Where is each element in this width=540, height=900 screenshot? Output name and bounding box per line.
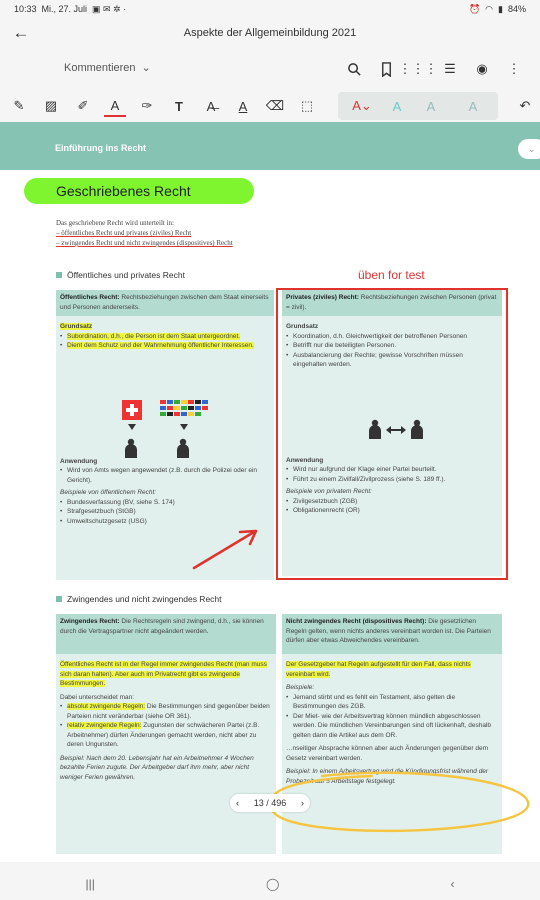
handwritten-annotation[interactable]: üben for test	[358, 268, 425, 282]
note-icon[interactable]: ▨	[44, 98, 58, 113]
list-item: • relativ zwingende Regeln: Zugunsten der schwächeren Partei (z.B. Arbeitnehmer) dürfen Änderungen gemacht werden, nicht aber zu deren Ungunsten.	[60, 721, 272, 750]
signal-icon: ▮	[498, 3, 503, 14]
list-item: • Subordination, d.h., die Person ist dem Staat untergeordnet.	[60, 332, 270, 342]
list-item: • Koordination, d.h. Gleichwertigkeit der betroffenen Personen	[286, 332, 498, 342]
person-icon	[124, 438, 138, 458]
status-bar	[0, 0, 540, 18]
annotation-toolbar	[0, 90, 540, 122]
section-heading: Zwingendes und nicht zwingendes Recht	[56, 594, 222, 604]
pencil-icon[interactable]: ✐	[77, 98, 89, 113]
list-item: • Führt zu einem Zivilfall/Zivilprozess (siehe S. 189 ff.).	[286, 475, 498, 485]
list-item: • Umweltschutzgesetz (USG)	[60, 517, 270, 527]
home-icon[interactable]: ◯	[265, 877, 280, 891]
list-item: • Strafgesetzbuch (StGB)	[60, 507, 270, 517]
page-indicator[interactable]	[230, 794, 310, 812]
bookmark-icon[interactable]	[370, 59, 402, 79]
red-rectangle-annotation[interactable]	[276, 288, 508, 580]
page-title: Geschriebenes Recht	[56, 183, 191, 199]
alarm-icon: ⏰	[468, 3, 481, 14]
intro-item: – öffentliches Recht und privates (ziviles) Recht	[56, 229, 192, 237]
list-item: • Bundesverfassung (BV, siehe S. 174)	[60, 498, 270, 508]
list-item: • Betrifft nur die beteiligten Personen.	[286, 341, 498, 351]
underline-icon[interactable]: A	[238, 98, 248, 114]
eye-icon[interactable]: ◉	[476, 61, 488, 76]
chapter-title: Einführung ins Recht	[55, 143, 146, 153]
pdf-page[interactable]	[0, 122, 540, 862]
private-law-box: Privates (ziviles) Recht: Rechtsbeziehungen zwischen Personen (privat = zivil). Grundsatz • Koordination, d.h. Gleichwertigkeit der betroffenen Personen • Betrifft nur die beteiligten Personen. • Ausbalancierung der Rechte; gewisse Vorschriften müssen eingehalten werden. Anwendung • Wird nur aufgrund der Klage einer Partei beurteilt. • Führt zu einem Zivilfall/Zivilprozess (siehe S. 189 ff.). Beispiele von privatem Recht: • Zivilgesetzbuch (ZGB) • Obligationenrecht (OR)	[282, 290, 502, 576]
arrow-down-icon	[128, 424, 136, 430]
mandatory-law-box: Zwingendes Recht: Die Rechtsregeln sind zwingend, d.h., sie können durch die Vertragspartner nicht abgeändert werden. Öffentliches Recht ist in der Regel immer zwingendes Recht (man muss sich daran halten). Aber auch im Privatrecht gibt es zwingende Bestimmungen. Dabei unterscheidet man: • absolut zwingende Regeln: Die Bestimmungen sind gegenüber beiden Parteien nicht veränderbar (siehe OR 361). • relativ zwingende Regeln: Zugunsten der schwächeren Partei (z.B. Arbeitnehmer) dürfen Änderungen gemacht werden, nicht aber zu deren Ungunsten. Beispiel: Nach dem 20. Lebensjahr hat ein Arbeitnehmer 4 Wochen bezahlte Ferien zugute. Der Arbeitgeber darf ihm mehr, aber nicht weniger Ferien gewähren.	[56, 614, 276, 854]
list-item: • Zivilgesetzbuch (ZGB)	[286, 497, 498, 507]
intro-line: Das geschriebene Recht wird unterteilt in:	[56, 219, 174, 227]
system-nav-bar	[0, 868, 540, 900]
date: Mi., 27. Juli	[41, 4, 88, 14]
prev-page-icon[interactable]: ‹	[236, 798, 239, 808]
swiss-flag-icon	[122, 400, 142, 420]
lasso-select-icon[interactable]: ⬚	[300, 98, 314, 113]
text-color-icon[interactable]: A	[104, 95, 126, 117]
text-color-preset-red[interactable]: A⌄	[352, 98, 372, 113]
list-item: • Jemand stirbt und es fehlt ein Testament, also gelten die Bestimmungen des ZGB.	[286, 693, 498, 712]
pen-icon[interactable]: ✎	[13, 98, 25, 113]
list-item: • Dient dem Schutz und der Wahrnehmung öffentlicher Interessen.	[60, 341, 270, 351]
text-color-preset-teal[interactable]: A	[392, 98, 402, 114]
next-page-icon[interactable]: ›	[301, 798, 304, 808]
document-title: Aspekte der Allgemeinbildung 2021	[183, 27, 357, 39]
chapter-band	[0, 122, 540, 170]
text-color-preset-light[interactable]: A	[468, 98, 478, 114]
grid-icon[interactable]: ⋮⋮⋮	[398, 61, 438, 76]
top-toolbar	[0, 52, 540, 86]
highlighter-icon[interactable]: ✑	[141, 98, 153, 113]
page-number: 13 / 496	[253, 798, 287, 808]
list-item: • Obligationenrecht (OR)	[286, 506, 498, 516]
recents-icon[interactable]: |||	[85, 877, 95, 891]
chevron-down-icon: ⌄	[141, 62, 151, 74]
undo-icon[interactable]: ↶	[519, 98, 531, 113]
section-marker	[56, 596, 62, 602]
wifi-icon: ◠	[485, 3, 494, 14]
more-vert-icon[interactable]: ⋮	[507, 61, 521, 76]
title-bar	[0, 18, 540, 48]
text-tool-icon[interactable]: T	[175, 98, 183, 114]
intro-item: – zwingendes Recht und nicht zwingendes (dispositives) Recht	[56, 239, 233, 247]
list-item: • Wird nur aufgrund der Klage einer Partei beurteilt.	[286, 465, 498, 475]
list-icon[interactable]: ☰	[444, 61, 456, 76]
strikethrough-icon[interactable]: A̶	[206, 98, 216, 114]
arrow-down-icon	[180, 424, 188, 430]
notification-icons: ▣ ✉ ✲ ·	[92, 3, 127, 14]
section-heading: Öffentliches und privates Recht	[56, 270, 185, 280]
intro-text	[56, 218, 233, 248]
section-marker	[56, 272, 62, 278]
side-tab[interactable]: ⌄	[518, 139, 540, 159]
list-item: • Wird von Amts wegen angewendet (z.B. durch die Polizei oder ein Gericht).	[60, 466, 270, 485]
public-law-box: Öffentliches Recht: Rechtsbeziehungen zwischen dem Staat einerseits und Personen andererseits. Grundsatz • Subordination, d.h., die Person ist dem Staat untergeordnet. • Dient dem Schutz und der Wahrnehmung öffentlicher Interessen. Anwendung • Wird von Amts wegen angewendet (z.B. durch die Polizei oder ein Gericht). Beispiele von öffentlichem Recht: • Bundesverfassung (BV, siehe S. 174) • Strafgesetzbuch (StGB) • Umweltschutzgesetz (USG)	[56, 290, 274, 580]
back-arrow-icon[interactable]: ←	[12, 23, 30, 42]
clock: 10:33	[14, 4, 37, 14]
list-item: • absolut zwingende Regeln: Die Bestimmungen sind gegenüber beiden Parteien nicht veränderbar (siehe OR 361).	[60, 702, 272, 721]
back-nav-icon[interactable]: ‹	[450, 877, 455, 891]
list-item: • Der Miet- wie der Arbeitsvertrag können mündlich abgeschlossen werden. Die mündlichen Vereinbarungen sind oft lückenhaft, deshalb gelten dann die Artikel aus dem OR.	[286, 712, 498, 741]
mode-label: Kommentieren	[64, 61, 136, 74]
mode-dropdown[interactable]	[64, 61, 151, 74]
eraser-icon[interactable]: ⌫	[265, 98, 285, 113]
person-icon	[176, 438, 190, 458]
dispositive-law-box: Nicht zwingendes Recht (dispositives Recht): Die gesetzlichen Regeln gelten, wenn nichts anderes vereinbart worden ist. Die Parteien dürfen aber etwas Abweichendes vereinbaren. Der Gesetzgeber hat Regeln aufgestellt für den Fall, dass nichts vereinbart wird. Beispiele: • Jemand stirbt und es fehlt ein Testament, also gelten die Bestimmungen des ZGB. • Der Miet- wie der Arbeitsvertrag können mündlich abgeschlossen werden. Die mündlichen Vereinbarungen sind oft lückenhaft, deshalb gelten dann die Artikel aus dem OR. …nseitiger Absprache können aber auch Änderungen gegenüber dem Gesetz vereinbart werden. Beispiel: In einem Arbeitsvertrag wird die Kündigungsfrist während der Probezeit auf 5 Arbeitstage festgelegt.	[282, 614, 502, 854]
search-icon[interactable]	[338, 59, 370, 79]
text-color-preset-grey[interactable]: A	[426, 98, 436, 114]
list-item: • Ausbalancierung der Rechte; gewisse Vorschriften müssen eingehalten werden.	[286, 351, 498, 370]
red-arrow-annotation[interactable]	[190, 526, 262, 572]
eu-flags-icon	[160, 400, 208, 418]
battery-level: 84%	[507, 4, 526, 14]
